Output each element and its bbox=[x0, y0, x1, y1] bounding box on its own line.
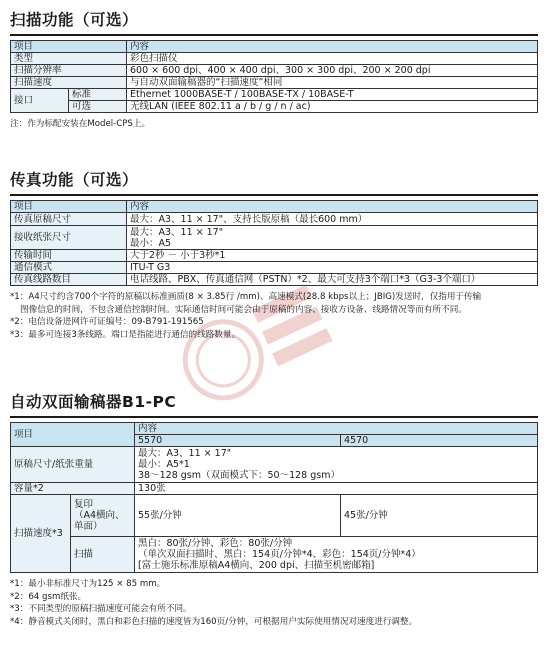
header-content: 内容 bbox=[127, 41, 538, 53]
table-header-row: 项目 内容 bbox=[11, 423, 538, 435]
feeder-section-title: 自动双面输稿器B1-PC bbox=[10, 390, 538, 418]
fax-section-title: 传真功能（可选） bbox=[10, 168, 538, 196]
fax-spec-table bbox=[10, 200, 538, 286]
table-row: 原稿尺寸/纸张重量 最大：A3、11 × 17" 最小：A5*1 38～128 gsm（双面模式下：50～128 gsm） bbox=[11, 447, 538, 483]
table-row: 扫描速度*3 复印 （A4横向、 单面） 55张/分钟 45张/分钟 bbox=[11, 495, 538, 537]
feeder-section bbox=[10, 390, 538, 628]
table-row: 类型 彩色扫描仪 bbox=[11, 53, 538, 65]
table-row: 可选 无线LAN (IEEE 802.11 a / b / g / n / ac) bbox=[11, 101, 538, 113]
table-header-row: 项目 内容 bbox=[11, 201, 538, 213]
table-row: 传输时间 大于2秒 － 小于3秒*1 bbox=[11, 250, 538, 262]
table-row: 接口 标准 Ethernet 1000BASE-T / 100BASE-TX / 10BASE-T bbox=[11, 89, 538, 101]
table-row: 扫描 黑白：80张/分钟、彩色：80张/分钟 （单次双面扫描时、黑白：154页/分钟*4、彩色：154页/分钟*4） [富士施乐标准原稿A4横向、200 dpi、扫描至机密邮箱] bbox=[11, 537, 538, 573]
fax-section bbox=[10, 168, 538, 341]
table-row: 通信模式 ITU-T G3 bbox=[11, 262, 538, 274]
table-row: 传真原稿尺寸 最大：A3、11 × 17"、支持长版原稿（最长600 mm） bbox=[11, 213, 538, 226]
feeder-notes: *1：最小非标准尺寸为125 × 85 mm。 *2：64 gsm纸张。 *3：不同类型的原稿扫描速度可能会有所不同。 *4：静音模式关闭时，黑白和彩色扫描的速度皆为160页/分钟，可根据用户实际使用情况对速度进行调整。 bbox=[10, 579, 418, 627]
table-row: 容量*2 130张 bbox=[11, 483, 538, 495]
model-5570: 5570 bbox=[135, 435, 341, 447]
scan-section bbox=[10, 8, 538, 131]
fax-notes: *1：A4尺寸约含700个字符的原稿以标准画质(8 × 3.85行 /mm)、高速模式(28.8 kbps以上；JBIG)发送时，仅指用于传输 图像信息的时间，不包含通信控制时间。实际通信时间可能会由于原稿的内容、接收方设备、线路情况等而有所不同。 *2：电信设备进网许可证编号：09-B791-191565 *3：最多可连接3条线路。端口是指能进行通信的线路数量。 bbox=[10, 292, 482, 340]
table-row: 扫描速度 与自动双面输稿器的“扫描速度”相同 bbox=[11, 77, 538, 89]
header-item: 项目 bbox=[11, 41, 127, 53]
model-4570: 4570 bbox=[341, 435, 538, 447]
table-row: 扫描分辨率 600 × 600 dpi、400 × 400 dpi、300 × 300 dpi、200 × 200 dpi bbox=[11, 65, 538, 77]
scan-section-title: 扫描功能（可选） bbox=[10, 8, 538, 36]
scan-notes: 注：作为标配安装在Model-CPS上。 bbox=[10, 119, 151, 129]
table-header-row bbox=[11, 41, 538, 53]
table-row: 接收纸张尺寸 最大：A3、11 × 17" 最小：A5 bbox=[11, 226, 538, 250]
scan-spec-table bbox=[10, 40, 538, 113]
table-row: 传真线路数目 电话线路、PBX、传真通信网（PSTN）*2、最大可支持3个端口*3（G3-3个端口） bbox=[11, 274, 538, 286]
feeder-spec-table bbox=[10, 422, 538, 573]
